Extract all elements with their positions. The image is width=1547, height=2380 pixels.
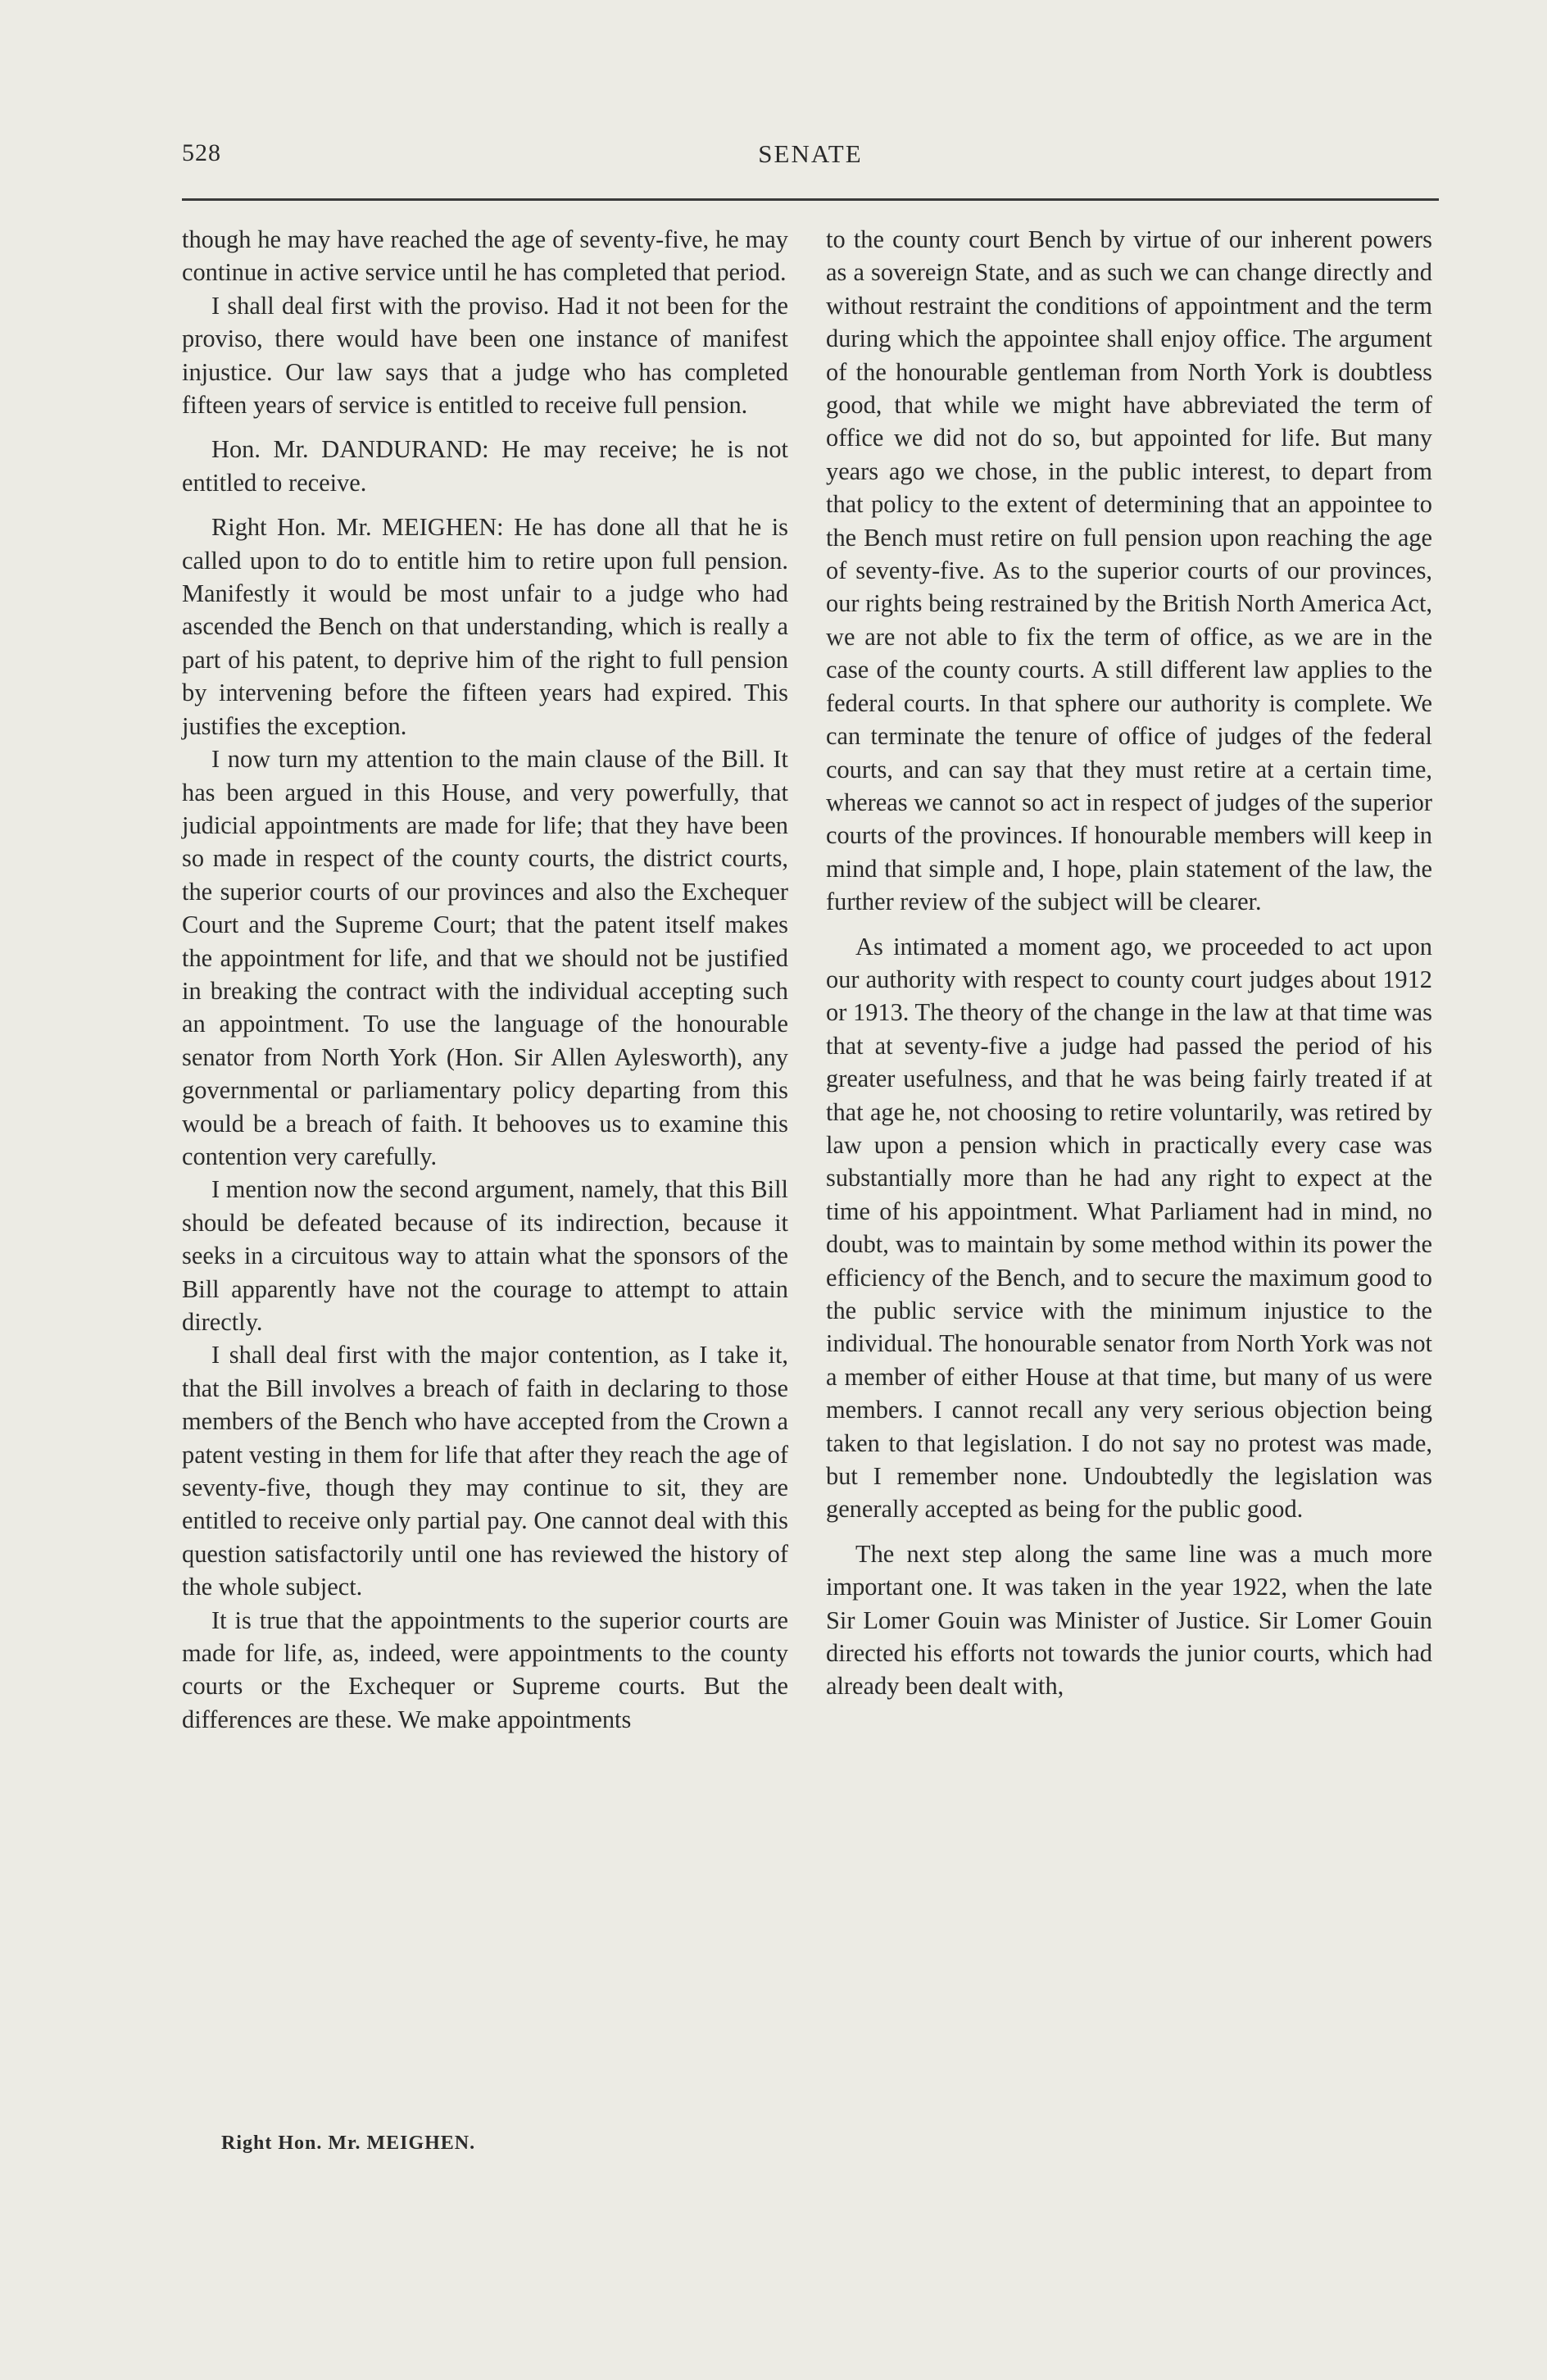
paragraph: I now turn my attention to the main clause of the Bill. It has been argued in this House, and very powerfully, that judicial appointments are made for life; that they have been so made in respect of the county courts, the district courts, the superior courts of our provinces and also the Exchequer Court and the Supreme Court; that the patent itself makes the appointment for life, and that we should not be justified in breaking the contract with the individual accepting such an appointment. To use the language of the honourable senator from North York (Hon. Sir Allen Aylesworth), any governmental or parliamentary policy departing from this would be a breach of faith. It behooves us to examine this contention very carefully. [182,745,788,1170]
paragraph: I shall deal first with the proviso. Had it not been for the proviso, there would have been one instance of manifest injustice. Our law says that a judge who has completed fifteen years of service is entitled to receive full pension. [182,291,788,420]
paragraph: It is true that the appointments to the superior courts are made for life, as, indeed, were appointments to the county courts or the Exchequer or Supreme courts. But the differences are these. We make appointments [182,1606,788,1733]
header-rule [182,198,1439,201]
page-number: 528 [182,139,221,166]
paragraph: I shall deal first with the major contention, as I take it, that the Bill involves a breach of faith in declaring to those members of the Bench who have accepted from the Crown a patent vesting in them for life that after they reach the age of seventy-five, though they may continue to sit, they are entitled to receive only partial pay. One cannot deal with this question satisfactorily until one has reviewed the history of the whole subject. [182,1341,788,1601]
paragraph: I mention now the second argument, namely, that this Bill should be defeated because of its indirection, because it seeks in a circuitous way to attain what the sponsors of the Bill apparently have not the courage to attempt to attain directly. [182,1175,788,1336]
paragraph: Hon. Mr. DANDURAND: He may receive; he is not entitled to receive. [182,435,788,497]
paragraph: As intimated a moment ago, we proceeded to act upon our authority with respect to county court judges about 1912 or 1913. The theory of the change in the law at that time was that at seventy-five a judge had passed the period of his greater usefulness, and that he was being fairly treated if at that age he, not choosing to retire voluntarily, was retired by law upon a pension which in practically every case was substantially more than he had any right to expect at the time of his appointment. What Parliament had in mind, no doubt, was to maintain by some method within its power the efficiency of the Bench, and to secure the maximum good to the public service with the minimum injustice to the individual. The honourable senator from North York was not a member of either House at that time, but many of us were members. I cannot recall any very serious objection being taken to that legislation. I do not say no protest was made, but I remember none. Undoubtedly the legislation was generally accepted as being for the public good. [826,932,1432,1524]
right-column [826,223,1432,1703]
page-header [182,139,1439,172]
paragraph: Right Hon. Mr. MEIGHEN: He has done all that he is called upon to do to entitle him to retire upon full pension. Manifestly it would be most unfair to a judge who had ascended the Bench on that understanding, which is really a part of his patent, to deprive him of the right to full pension by intervening before the fifteen years had expired. This justifies the exception. [182,513,788,740]
paragraph: to the county court Bench by virtue of our inherent powers as a sovereign State, and as such we can change directly and without restraint the conditions of appointment and the term during which the appointee shall enjoy office. The argument of the honourable gentleman from North York is doubtless good, that while we might have abbreviated the term of office we did not do so, but appointed for life. But many years ago we chose, in the public interest, to depart from that policy to the extent of determining that an appointee to the Bench must retire on full pension upon reaching the age of seventy-five. As to the superior courts of our provinces, our rights being restrained by the British North America Act, we are not able to fix the term of office, as we are in the case of the county courts. A still different law applies to the federal courts. In that sphere our authority is complete. We can terminate the tenure of office of judges of the federal courts, and can say that they must retire at a certain time, whereas we cannot so act in respect of judges of the superior courts of the provinces. If honourable members will keep in mind that simple and, I hope, plain statement of the law, the further review of the subject will be clearer. [826,225,1432,916]
left-column [182,223,788,1736]
running-head: SENATE [758,139,863,168]
paragraph: The next step along the same line was a much more important one. It was taken in the year 1922, when the late Sir Lomer Gouin was Minister of Justice. Sir Lomer Gouin directed his efforts not towards the junior courts, which had already been dealt with, [826,1539,1432,1701]
footer-speaker: Right Hon. Mr. MEIGHEN. [221,2132,476,2154]
paragraph: though he may have reached the age of seventy-five, he may continue in active service until he has completed that period. [182,225,788,287]
